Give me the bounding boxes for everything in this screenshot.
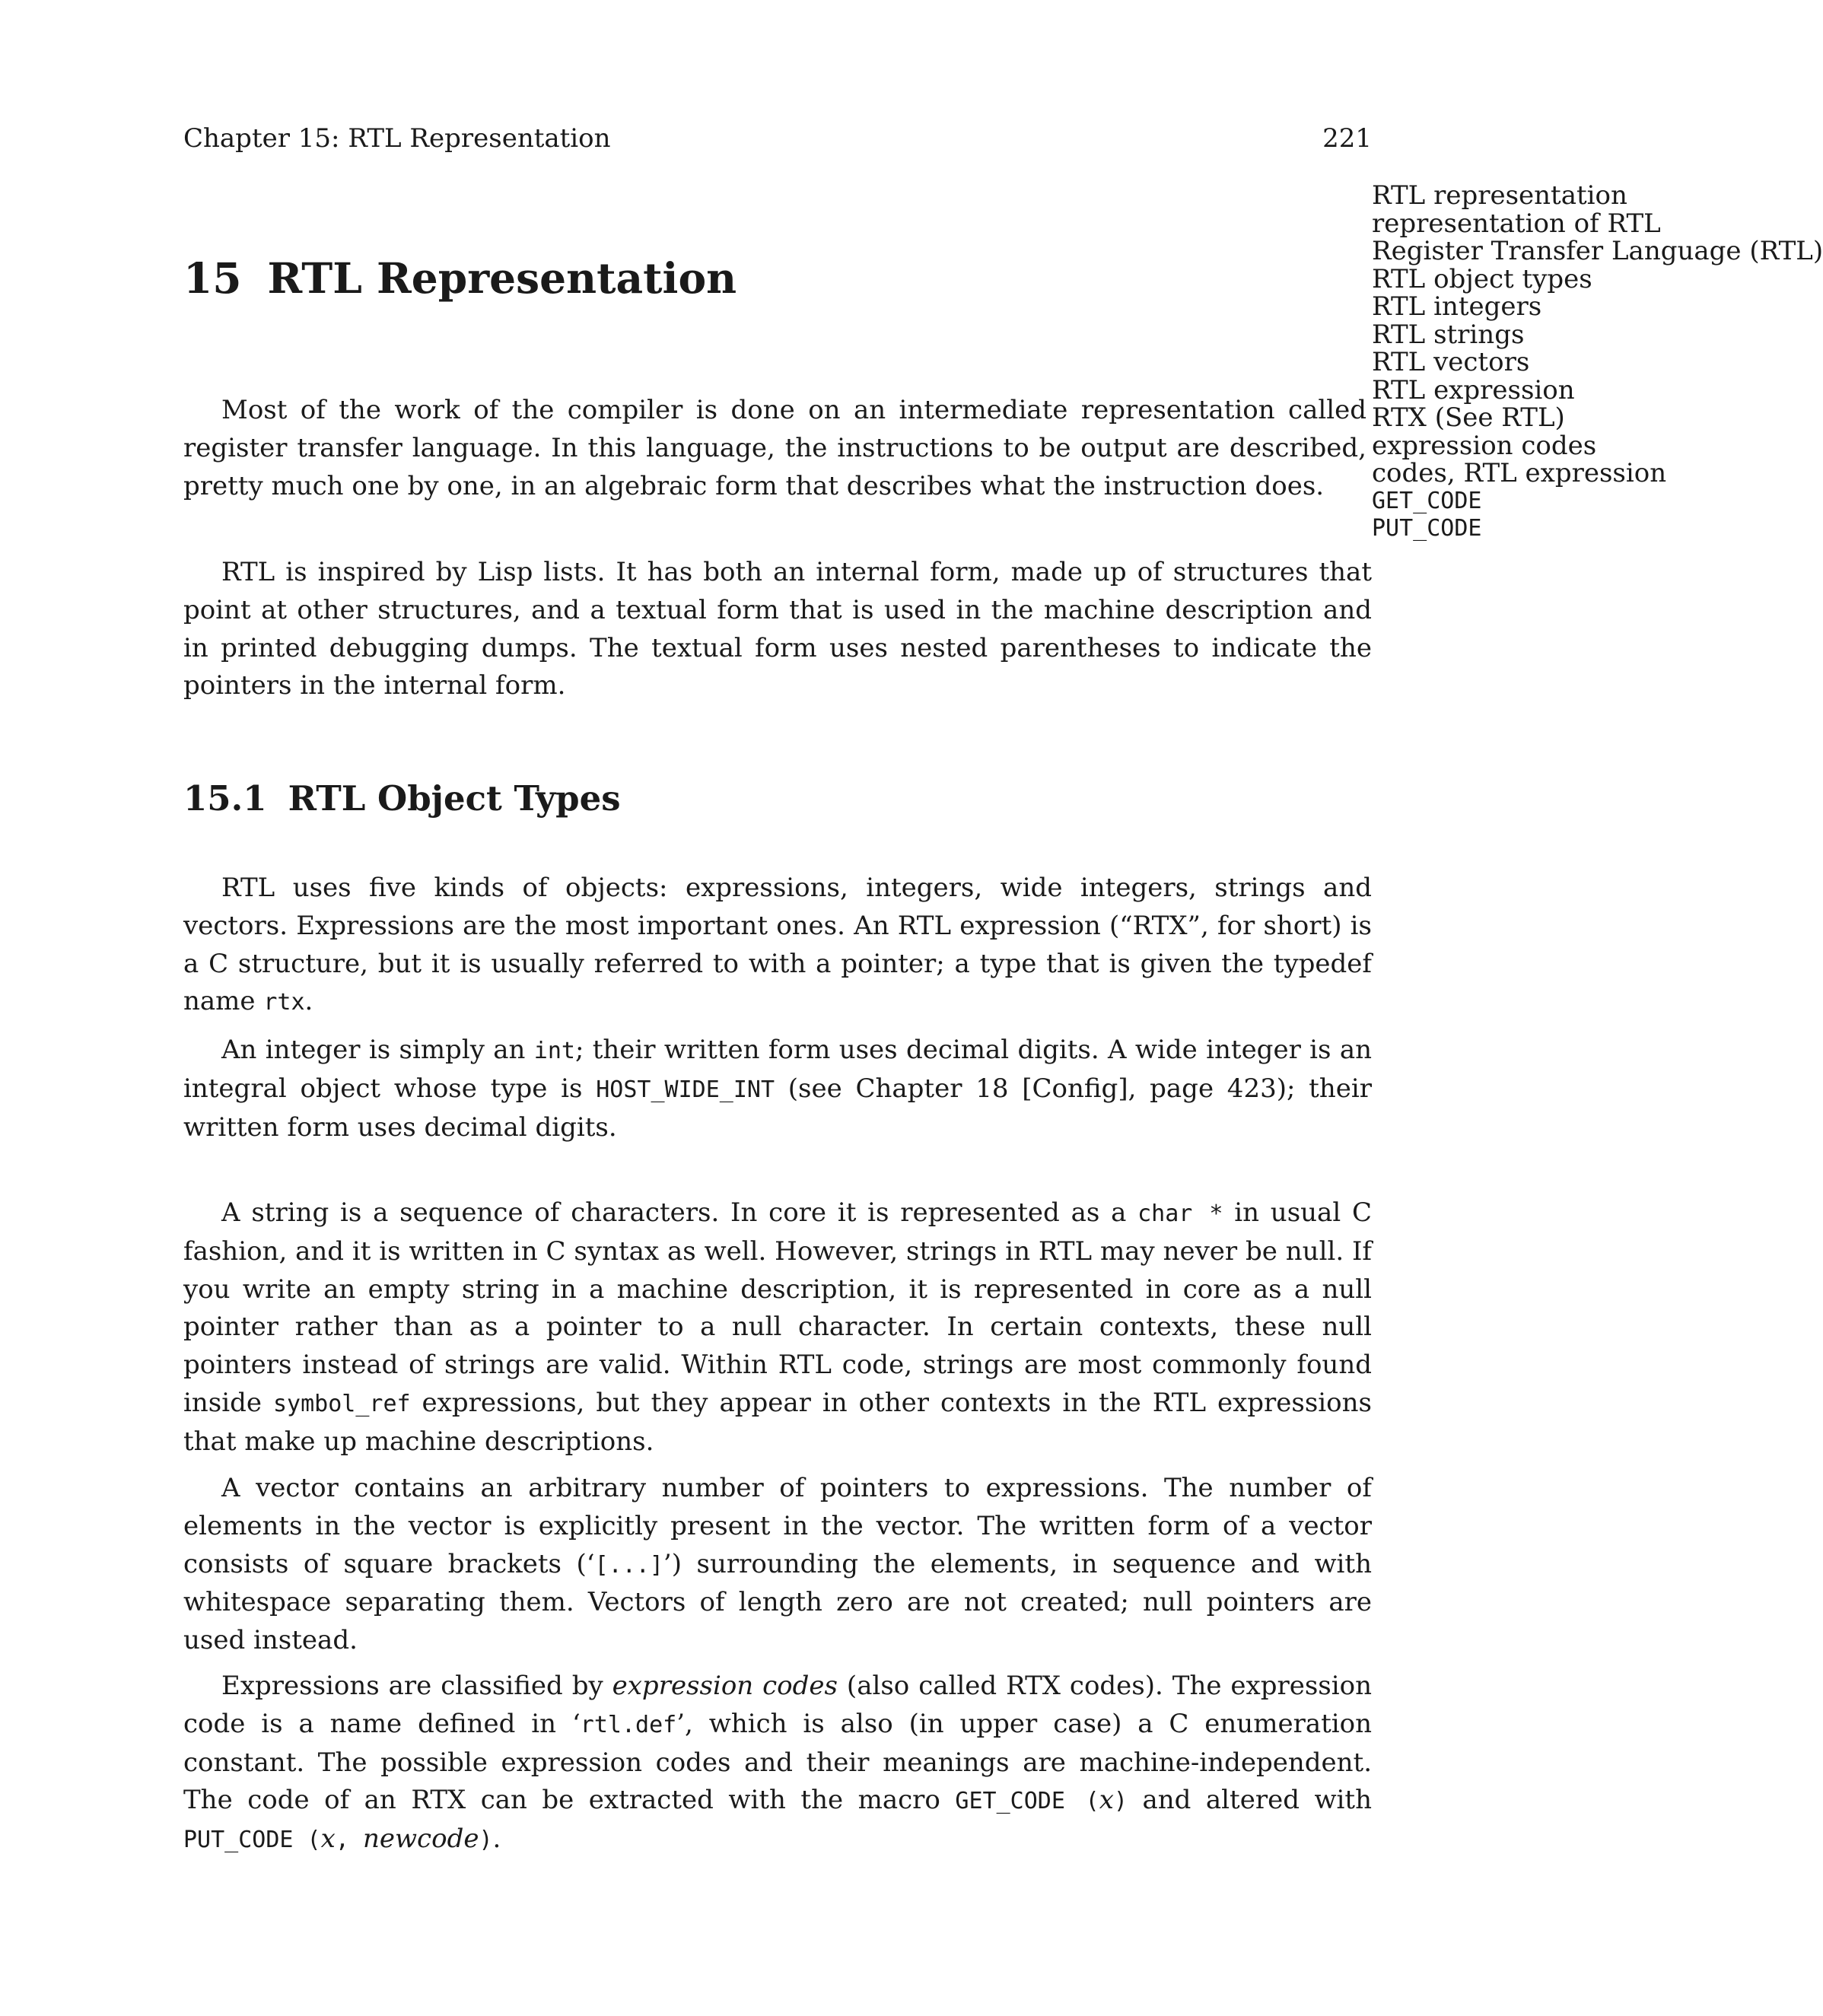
text-run: Expressions are classified by — [221, 1671, 612, 1701]
text-run: A vector contains an arbitrary number of pointers to expressions. The number of elements in the vector is explicitly present in the vector. The written form of a vector consists of square brackets (‘ — [183, 1473, 1372, 1579]
code-symbol-ref: symbol_ref — [272, 1390, 411, 1417]
text-run: RTL uses five kinds of objects: expressions, integers, wide integers, strings and vectors. Expressions are the most important ones. An RTL expression (“RTX”, for short) is a C structure, but it is usually referred to with a pointer; a type that is given the typedef name — [183, 873, 1372, 1017]
text-run: (also called RTX codes). The expression code is a name defined in ‘ — [183, 1671, 1372, 1739]
index-entry: GET_CODE — [1372, 487, 1482, 514]
page-number: 221 — [1322, 123, 1372, 154]
text-run: ’) surrounding the elements, in sequence and with whitespace separating them. Vectors of length zero are not created; null pointers are used instead. — [183, 1548, 1372, 1656]
var-newcode: newcode — [362, 1824, 479, 1855]
section-title-text: RTL Object Types — [288, 778, 621, 819]
code-get-code: GET_CODE ( — [955, 1788, 1099, 1815]
index-entry: expression codes — [1372, 430, 1597, 461]
index-entry: codes, RTL expression — [1372, 458, 1667, 488]
text-run: in usual C fashion, and it is written in C syntax as well. However, strings in RTL may never be null. If you write an empty string in a machine description, it is represented in core as a null pointer rather than as a pointer to a null character. In certain contexts, these null pointers instead of strings are valid. Within RTL code, strings are most commonly found inside — [183, 1197, 1372, 1418]
text-run: . — [304, 986, 313, 1017]
code-char-pointer: char * — [1137, 1200, 1223, 1227]
index-entry: RTX (See RTL) — [1372, 402, 1565, 433]
text-run: ’, which is also (in upper case) a C enumeration constant. The possible expression codes and their meanings are machine-independent. The code of an RTX can be extracted with the macro — [183, 1708, 1372, 1816]
index-entry: Register Transfer Language (RTL) — [1372, 236, 1823, 266]
code-put-code: PUT_CODE ( — [183, 1827, 321, 1854]
section-number: 15.1 — [183, 778, 267, 819]
running-title: Chapter 15: RTL Representation — [183, 123, 611, 154]
code-comma: , — [335, 1827, 363, 1854]
index-entry: RTL expression — [1372, 374, 1575, 405]
text-run: A string is a sequence of characters. In core it is represented as a — [221, 1197, 1138, 1228]
text-run: ; their written form uses decimal digits. A wide integer is an integral object whose type is — [183, 1035, 1372, 1104]
text-run: An integer is simply an — [221, 1035, 534, 1065]
code-paren: ) — [479, 1827, 493, 1854]
code-int: int — [533, 1038, 575, 1064]
index-entry: RTL integers — [1372, 291, 1542, 322]
chapter-title — [183, 251, 737, 306]
text-run: . — [492, 1824, 501, 1855]
paragraph-strings — [183, 1194, 1372, 1461]
paragraph-vectors — [183, 1470, 1372, 1660]
index-entry: representation of RTL — [1372, 208, 1661, 239]
index-entries-margin — [1372, 180, 1823, 543]
code-host-wide-int: HOST_WIDE_INT — [596, 1076, 775, 1103]
code-brackets: [...] — [594, 1551, 663, 1579]
code-paren: ) — [1113, 1788, 1128, 1815]
text-run: expressions, but they appear in other contexts in the RTL expressions that make up machine descriptions. — [183, 1387, 1372, 1457]
paragraph-integers — [183, 1032, 1372, 1146]
chapter-number: 15 — [183, 253, 242, 303]
index-entry: RTL strings — [1372, 319, 1525, 350]
text-run: and altered with — [1127, 1785, 1372, 1816]
index-entry: RTL vectors — [1372, 347, 1530, 377]
index-entry: PUT_CODE — [1372, 515, 1482, 542]
var-x: x — [1099, 1785, 1114, 1816]
code-rtx: rtx — [263, 989, 305, 1016]
intro-paragraph-2: RTL is inspired by Lisp lists. It has both an internal form, made up of structures that point at other structures, and a textual form that is used in the machine description and in printed debugging dumps. The textual form uses nested parentheses to indicate the pointers in the internal form. — [183, 557, 1372, 701]
emphasis-expression-codes: expression codes — [612, 1671, 838, 1701]
chapter-title-text: RTL Representation — [267, 253, 737, 303]
section-title — [183, 776, 621, 822]
var-x: x — [320, 1824, 336, 1855]
paragraph-expression-codes — [183, 1668, 1372, 1859]
text-run: (see Chapter 18 [Config], page 423); their written form uses decimal digits. — [183, 1073, 1372, 1143]
index-entry: RTL representation — [1372, 180, 1627, 211]
index-entry: RTL object types — [1372, 263, 1592, 294]
code-rtl-def: rtl.def — [580, 1711, 677, 1738]
paragraph-object-kinds — [183, 870, 1372, 1022]
running-head — [183, 120, 1372, 157]
intro-paragraph-1: Most of the work of the compiler is done on an intermediate representation called register transfer language. In this language, the instructions to be output are described, pretty much one by one, in an algebraic form that describes what the instruction does. — [183, 395, 1366, 501]
